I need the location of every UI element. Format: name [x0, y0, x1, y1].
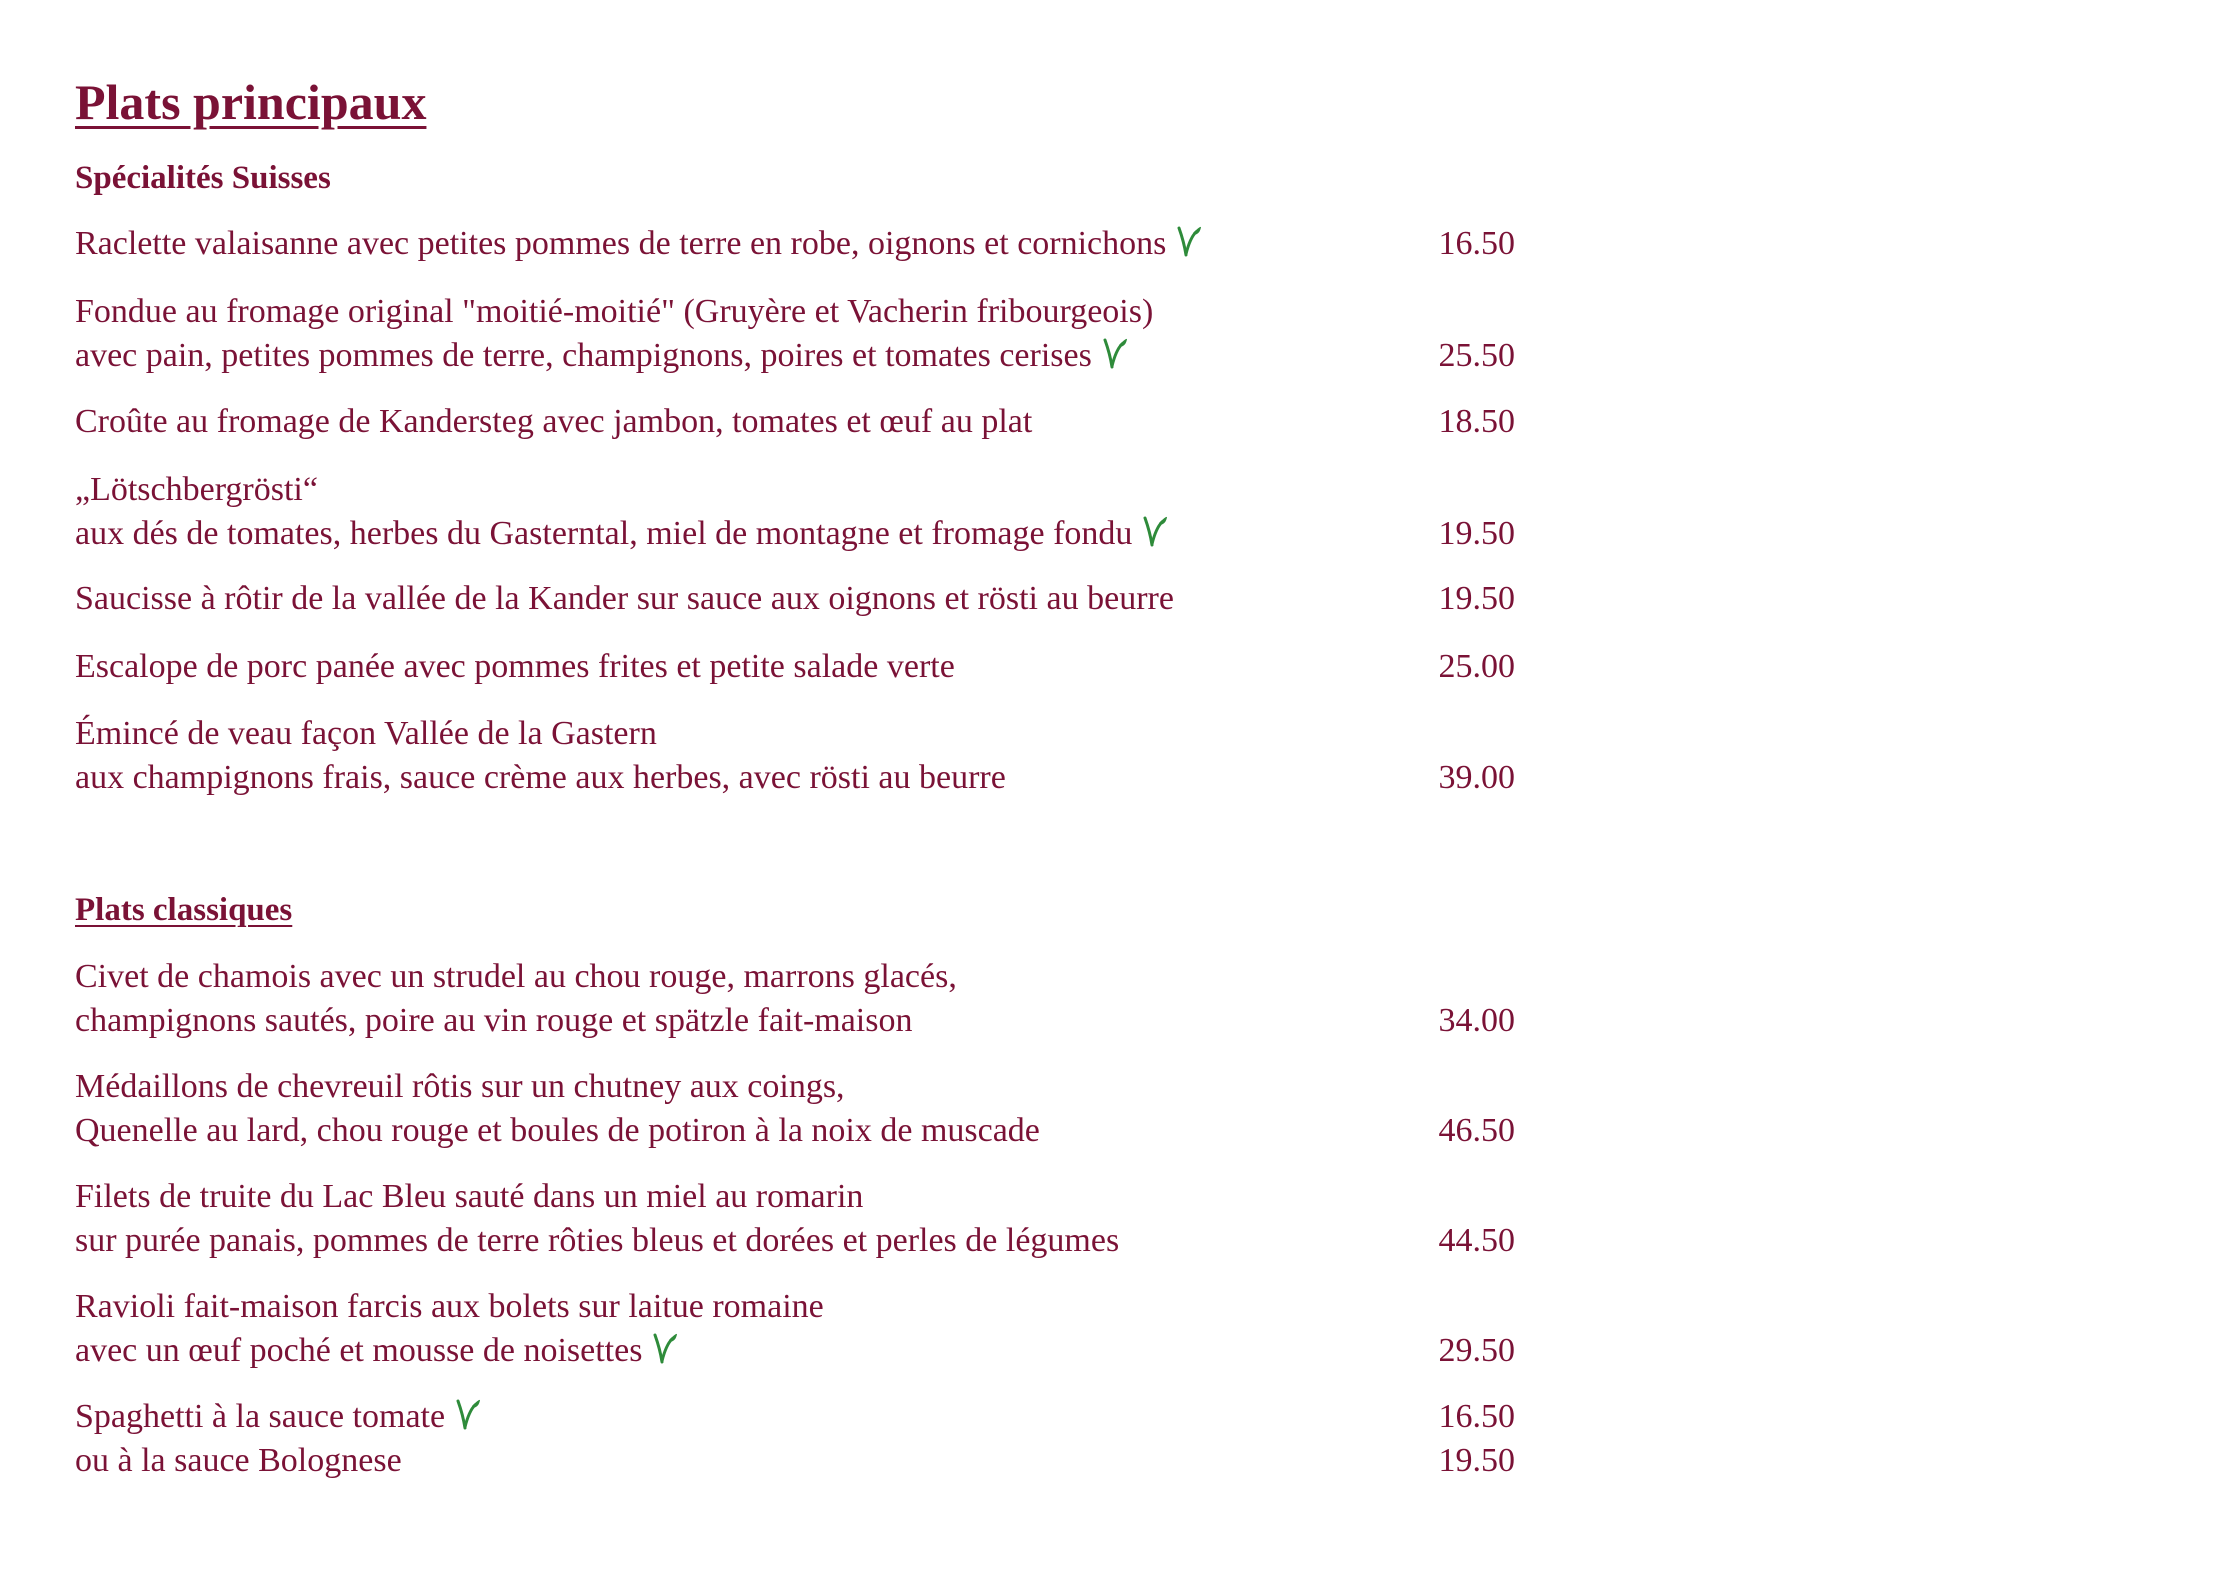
item-description-continued: avec pain, petites pommes de terre, champignons, poires et tomates cerises [75, 337, 1092, 374]
item-description-continued: aux dés de tomates, herbes du Gasterntal, miel de montagne et fromage fondu [75, 515, 1133, 552]
vegetarian-leaf-icon [1102, 336, 1128, 370]
item-description: Médaillons de chevreuil rôtis sur un chutney aux coings, [75, 1068, 845, 1105]
page-title: Plats principaux [75, 74, 427, 130]
item-price: 44.50 [1438, 1222, 1515, 1259]
item-price: 19.50 [1438, 580, 1515, 617]
item-description: Croûte au fromage de Kandersteg avec jambon, tomates et œuf au plat [75, 403, 1033, 440]
item-description: Escalope de porc panée avec pommes frites et petite salade verte [75, 648, 955, 685]
vegetarian-leaf-icon [1142, 514, 1168, 548]
menu-item-fondue [75, 290, 1515, 378]
vegetarian-leaf-icon [455, 1397, 481, 1431]
item-price: 46.50 [1438, 1112, 1515, 1149]
item-price: 19.50 [1438, 1442, 1515, 1479]
vegetarian-leaf-icon [1176, 224, 1202, 258]
item-description: Spaghetti à la sauce tomate [75, 1398, 446, 1435]
item-description-continued: sur purée panais, pommes de terre rôties bleus et dorées et perles de légumes [75, 1222, 1120, 1259]
menu-item-lotschbergrosti [75, 468, 1515, 556]
item-description: Fondue au fromage original "moitié-moitié" (Gruyère et Vacherin fribourgeois) [75, 293, 1154, 330]
section-heading-specialites-suisses: Spécialités Suisses [75, 160, 331, 196]
item-description: Civet de chamois avec un strudel au chou rouge, marrons glacés, [75, 958, 957, 995]
item-price: 39.00 [1438, 759, 1515, 796]
item-price: 16.50 [1438, 225, 1515, 262]
item-price: 25.00 [1438, 648, 1515, 685]
item-description: „Lötschbergrösti“ [75, 471, 318, 508]
item-price: 34.00 [1438, 1002, 1515, 1039]
item-price: 25.50 [1438, 337, 1515, 374]
menu-item-ravioli [75, 1285, 1515, 1373]
item-description: Saucisse à rôtir de la vallée de la Kander sur sauce aux oignons et rösti au beurre [75, 580, 1174, 617]
item-description: Filets de truite du Lac Bleu sauté dans un miel au romarin [75, 1178, 864, 1215]
item-description: Raclette valaisanne avec petites pommes de terre en robe, oignons et cornichons [75, 225, 1167, 262]
item-price: 19.50 [1438, 515, 1515, 552]
section-heading-plats-classiques: Plats classiques [75, 892, 293, 928]
menu-item-raclette [75, 222, 1515, 266]
menu-item-filets-de-truite [75, 1175, 1515, 1263]
menu-item-saucisse [75, 577, 1515, 621]
item-description-continued: Quenelle au lard, chou rouge et boules de potiron à la noix de muscade [75, 1112, 1040, 1149]
item-description: Émincé de veau façon Vallée de la Gastern [75, 715, 657, 752]
item-description: Ravioli fait-maison farcis aux bolets sur laitue romaine [75, 1288, 824, 1325]
item-price: 16.50 [1438, 1398, 1515, 1435]
menu-item-escalope [75, 645, 1515, 689]
item-description-continued: ou à la sauce Bolognese [75, 1442, 402, 1479]
menu-item-croute-au-fromage [75, 400, 1515, 444]
vegetarian-leaf-icon [652, 1331, 678, 1365]
item-description-continued: aux champignons frais, sauce crème aux herbes, avec rösti au beurre [75, 759, 1006, 796]
item-description-continued: champignons sautés, poire au vin rouge et spätzle fait-maison [75, 1002, 913, 1039]
item-price: 29.50 [1438, 1332, 1515, 1369]
menu-item-civet-de-chamois [75, 955, 1515, 1043]
item-description-continued: avec un œuf poché et mousse de noisettes [75, 1332, 643, 1369]
menu-item-medaillons-de-chevreuil [75, 1065, 1515, 1153]
menu-item-emince-de-veau [75, 712, 1515, 800]
item-price: 18.50 [1438, 403, 1515, 440]
menu-item-spaghetti [75, 1395, 1515, 1483]
